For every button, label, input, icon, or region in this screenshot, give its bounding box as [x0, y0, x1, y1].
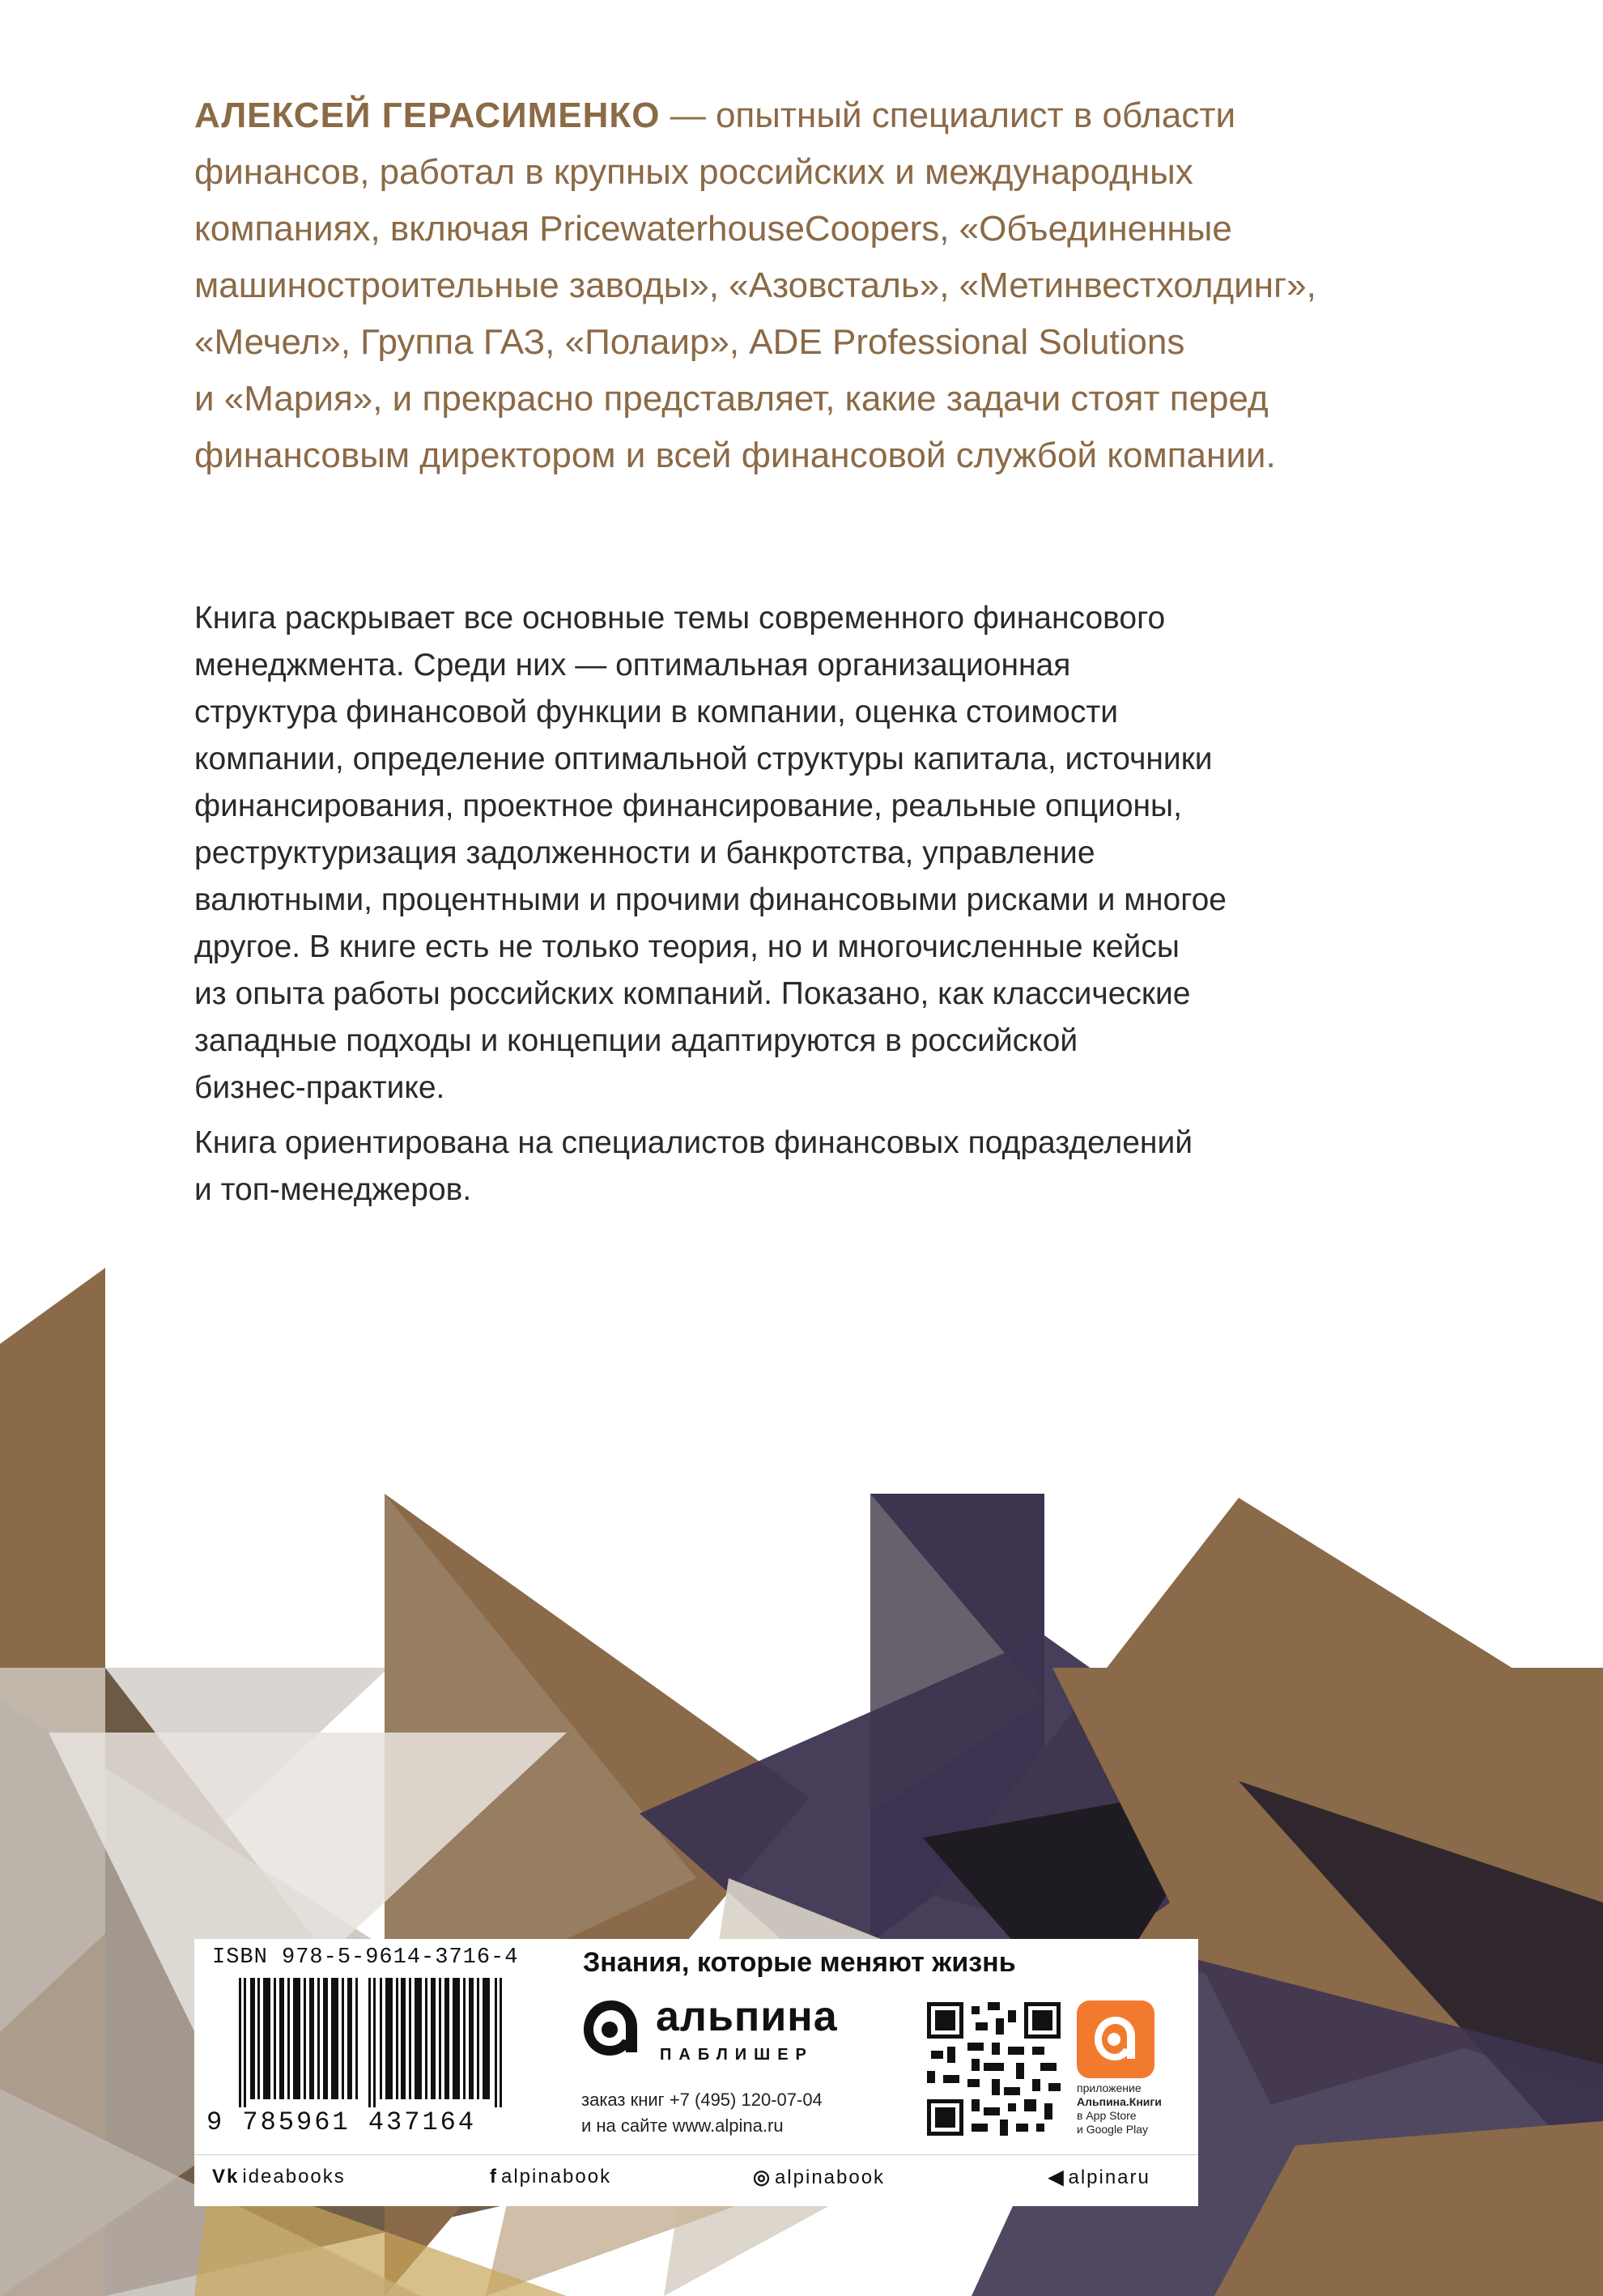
social-handle: ideabooks — [242, 2166, 346, 2188]
social-facebook — [490, 2166, 611, 2188]
barcode-graphic — [239, 1978, 514, 2107]
description-line: структура финансовой функции в компании, оценка стоимости — [194, 695, 1118, 729]
author-bio-line: компаниях, включая PricewaterhouseCoopers, «Объединенные — [194, 209, 1232, 249]
author-bio-line: — опытный специалист в области — [660, 96, 1236, 135]
app-store-text: в App Store — [1077, 2109, 1137, 2122]
order-site: и на сайте www.alpina.ru — [581, 2115, 784, 2136]
author-name: АЛЕКСЕЙ ГЕРАСИМЕНКО — [194, 96, 661, 135]
app-store-info — [1077, 2081, 1190, 2137]
description-line: и топ-менеджеров. — [194, 1172, 472, 1207]
google-play-text: и Google Play — [1077, 2123, 1148, 2136]
author-bio-line: «Мечел», Группа ГАЗ, «Полаир», ADE Professional Solutions — [194, 322, 1185, 362]
app-logo-icon — [1077, 2000, 1154, 2078]
publisher-name: альпина — [656, 1993, 838, 2040]
book-description — [194, 595, 1409, 1222]
description-line: финансирования, проектное финансирование, реальные опционы, — [194, 789, 1182, 823]
social-handle: alpinaru — [1068, 2166, 1150, 2188]
author-bio-line: машиностроительные заводы», «Азовсталь», «Метинвестхолдинг», — [194, 266, 1316, 305]
description-line: компании, определение оптимальной структуры капитала, источники — [194, 742, 1213, 776]
description-line: реструктуризация задолженности и банкротства, управление — [194, 835, 1095, 870]
author-bio — [194, 87, 1409, 484]
vk-icon: Vk — [212, 2166, 240, 2188]
isbn-number: ISBN 978-5-9614-3716-4 — [212, 1945, 519, 1970]
description-line: западные подходы и концепции адаптируются в российской — [194, 1023, 1078, 1058]
facebook-icon: f — [490, 2166, 498, 2188]
instagram-icon: ◎ — [753, 2166, 772, 2188]
order-phone: заказ книг +7 (495) 120-07-04 — [581, 2090, 823, 2110]
telegram-icon: ◀ — [1048, 2166, 1065, 2188]
qr-code-icon — [927, 2002, 1061, 2136]
publisher-tagline: Знания, которые меняют жизнь — [583, 1947, 1016, 1978]
description-line: валютными, процентными и прочими финансовыми рисками и многое — [194, 882, 1227, 917]
author-bio-line: финансовым директором и всей финансовой службой компании. — [194, 436, 1276, 475]
description-line: менеджмента. Среди них — оптимальная организационная — [194, 648, 1071, 682]
social-vk — [212, 2166, 346, 2188]
author-bio-line: финансов, работал в крупных российских и международных — [194, 152, 1193, 192]
description-paragraph — [194, 595, 1409, 1112]
description-paragraph — [194, 1120, 1409, 1214]
description-line: бизнес-практике. — [194, 1070, 445, 1105]
social-telegram — [1048, 2166, 1150, 2189]
barcode-digits: 9 785961 437164 — [206, 2107, 477, 2137]
app-name: Альпина.Книги — [1077, 2095, 1162, 2108]
social-handle: alpinabook — [501, 2166, 612, 2188]
description-line: другое. В книге есть не только теория, но и многочисленные кейсы — [194, 929, 1180, 964]
order-info — [581, 2087, 823, 2139]
description-line: Книга ориентирована на специалистов финансовых подразделений — [194, 1125, 1193, 1160]
app-caption: приложение — [1077, 2081, 1142, 2094]
divider — [194, 2154, 1198, 2155]
social-instagram — [753, 2166, 885, 2189]
description-line: из опыта работы российских компаний. Показано, как классические — [194, 976, 1191, 1011]
description-line: Книга раскрывает все основные темы современного финансового — [194, 601, 1166, 636]
back-info-panel — [194, 1939, 1198, 2206]
author-bio-line: и «Мария», и прекрасно представляет, какие задачи стоят перед — [194, 379, 1269, 419]
alpina-books-app-icon — [1077, 2000, 1154, 2078]
alpina-logo-icon — [579, 1996, 644, 2060]
publisher-subtitle: ПАБЛИШЕР — [660, 2046, 814, 2064]
social-handle: alpinabook — [774, 2166, 886, 2188]
